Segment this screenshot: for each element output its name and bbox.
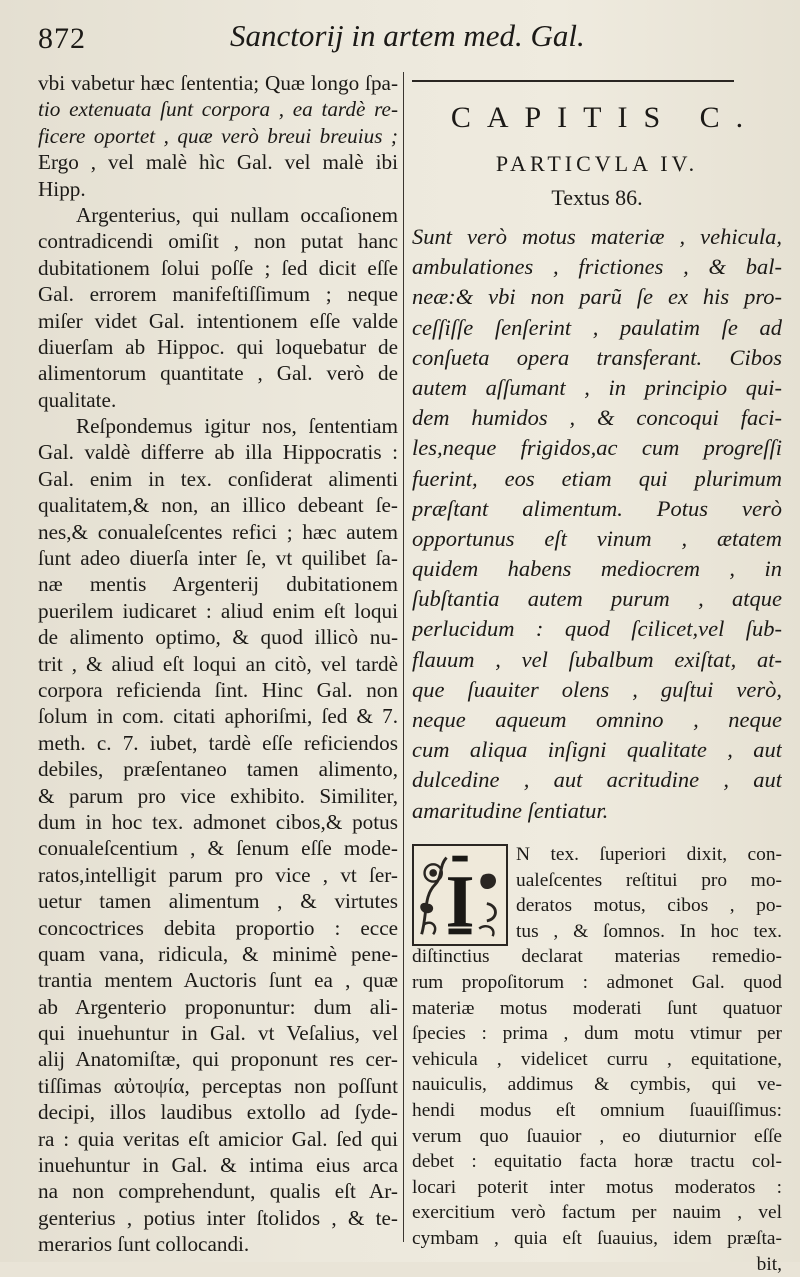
text-line: alimentorum quantitate , Gal. verò de — [38, 360, 398, 386]
quoted-text-line: perlucidum : quod ſcilicet,vel ſub- — [412, 614, 782, 644]
text-line: Argenterius, qui nullam occaſionem — [38, 202, 398, 228]
text-line: diuerſam ab Hippoc. qui loquebatur de — [38, 334, 398, 360]
text-line: meth. c. 7. iubet, tardè eſſe reficiendos — [38, 730, 398, 756]
quoted-text-line: fuerint, eos etiam qui plurimum — [412, 464, 782, 494]
quoted-text-line: ſubſtantia autem purum , atque — [412, 584, 782, 614]
commentary-line: locari poterit inter motus moderatos : — [412, 1175, 782, 1201]
text-line: næ mentis Argenterij dubitationem — [38, 571, 398, 597]
text-line: ſolum in com. citati aphoriſmi, ſed & 7. — [38, 703, 398, 729]
commentary-line: deratos motus, cibos , po- — [516, 893, 782, 919]
text-line: decipi, illos laudibus extollo ad ſyde- — [38, 1099, 398, 1125]
text-line: na non comprehendunt, qualis eſt Ar- — [38, 1178, 398, 1204]
quoted-text-line: cum aliqua inſigni qualitate , aut — [412, 735, 782, 765]
decorated-initial — [412, 844, 508, 946]
quoted-text-line: ceſſiſſe ſenſerint , paulatim ſe ad — [412, 313, 782, 343]
quoted-text-line: dulcedine , aut acritudine , aut — [412, 765, 782, 795]
text-line: tio extenuata ſunt corpora , ea tardè re- — [38, 96, 398, 122]
text-line: puerilem iudicaret : aliud enim eſt loqui — [38, 598, 398, 624]
text-line: Hipp. — [38, 176, 398, 202]
commentary-line: ualeſcentes reſtitui pro mo- — [516, 868, 782, 894]
text-line: corpora reficienda ſint. Hinc Gal. non — [38, 677, 398, 703]
header-rule — [412, 80, 734, 82]
quoted-text-line: flauum , vel ſubalbum exiſtat, at- — [412, 645, 782, 675]
quoted-text-line: Sunt verò motus materiæ , vehicula, — [412, 222, 782, 252]
text-line: ſunt adeo diuerſa inter ſe, vt quilibet ſa- — [38, 545, 398, 571]
text-line: quam vana, ridicula, & minimè pene- — [38, 941, 398, 967]
commentary-line: N tex. ſuperiori dixit, con- — [516, 842, 782, 868]
commentary-line: cymbam , quia eſt ſuauius, idem præſta- — [412, 1226, 782, 1252]
textus-title: Textus 86. — [412, 182, 782, 214]
text-line: de alimento optimo, & quod illicò nu- — [38, 624, 398, 650]
commentary-line: materiæ motus moderati ſunt quatuor — [412, 996, 782, 1022]
particle-title: PARTICVLA IV. — [412, 146, 782, 182]
column-divider — [403, 72, 404, 1242]
text-line: nes,& conualeſcentes refici ; hæc autem — [38, 519, 398, 545]
quoted-text-line: que ſuauiter olens , guſtui verò, — [412, 675, 782, 705]
text-line: uetur tamen alimentum , & virtutes — [38, 888, 398, 914]
text-line: inuehuntur in Gal. & intima eius arca — [38, 1152, 398, 1178]
quoted-text-line: autem aſſumant , in principio qui- — [412, 373, 782, 403]
commentary-line: diſtinctius declarat materias remedio- — [412, 944, 782, 970]
commentary-line: exercitium verò factum per nauim , vel — [412, 1200, 782, 1226]
initial-letter: I — [445, 861, 474, 944]
text-line: conualeſcentium , & ſenum eſſe mode- — [38, 835, 398, 861]
text-line: Gal. enim in tex. conſiderat alimenti — [38, 466, 398, 492]
text-line: ra : quia veritas eſt amicior Gal. ſed qui — [38, 1126, 398, 1152]
quoted-text-line: neæ:& vbi non parũ ſe ex his pro- — [412, 282, 782, 312]
commentary-line: bit, — [412, 1252, 782, 1277]
quoted-text-line: præſtant alimentum. Potus verò — [412, 494, 782, 524]
text-line: miſer videt Gal. intentionem eſſe valde — [38, 308, 398, 334]
commentary-block — [412, 842, 782, 1277]
text-line: Reſpondemus igitur nos, ſententiam — [38, 413, 398, 439]
quoted-text-line: les,neque frigidos,ac cum progreſſi — [412, 433, 782, 463]
quoted-text-line: quidem habens mediocrem , in — [412, 554, 782, 584]
text-line: trantia mentem Auctoris ſunt ea , quæ — [38, 967, 398, 993]
text-line: ab Argenterio proponuntur: dum ali- — [38, 994, 398, 1020]
text-line: merarios ſunt collocandi. — [38, 1231, 398, 1257]
commentary-line: tus , & ſomnos. In hoc tex. — [516, 919, 782, 945]
text-line: dubitationem ſolui poſſe ; ſed dicit eſſe — [38, 255, 398, 281]
text-line: concoctrices debita proportio : ecce — [38, 915, 398, 941]
text-line: qui inuehuntur in Gal. vt Veſalius, vel — [38, 1020, 398, 1046]
text-line: Ergo , vel malè hìc Gal. vel malè ibi — [38, 149, 398, 175]
quoted-text-line: opportunus eſt vinum , ætatem — [412, 524, 782, 554]
text-line: qualitatem,& non, an illico debeant ſe- — [38, 492, 398, 518]
quoted-text-line: neque aqueum omnino , neque — [412, 705, 782, 735]
text-line: qualitate. — [38, 387, 398, 413]
quoted-text-line: amaritudine ſentiatur. — [412, 796, 782, 826]
commentary-line: rum propoſitorum : admonet Gal. quod — [412, 970, 782, 996]
text-line: trit , & aliud eſt loqui an citò, vel tardè — [38, 651, 398, 677]
quoted-text-line: conſueta opera transferant. Cibos — [412, 343, 782, 373]
text-line: ratos,intelligit parum pro vice , vt ſer- — [38, 862, 398, 888]
quoted-text-block — [412, 222, 782, 826]
commentary-line: nauiculis, addimus & cymbis, qui ve- — [412, 1072, 782, 1098]
text-line: dum in hoc tex. admonet cibos,& potus — [38, 809, 398, 835]
commentary-line: debet : equitatio facta horæ tractu col- — [412, 1149, 782, 1175]
text-line: genterius , potius inter ſtolidos , & te- — [38, 1205, 398, 1231]
text-line: & parum pro vice exhibito. Similiter, — [38, 783, 398, 809]
text-line: tiſſimas αὐτοψία, perceptas non poſſunt — [38, 1073, 398, 1099]
quoted-text-line: ambulationes , frictiones , & bal- — [412, 252, 782, 282]
text-line: vbi vabetur hæc ſententia; Quæ longo ſpa- — [38, 70, 398, 96]
commentary-line: vehicula , videlicet curru , equitatione, — [412, 1047, 782, 1073]
quoted-text-line: dem humidos , & concoqui faci- — [412, 403, 782, 433]
text-line: Gal. errorem manifeſtiſſimum ; neque — [38, 281, 398, 307]
text-line: alij Anatomiſtæ, qui proponunt res cer- — [38, 1046, 398, 1072]
right-column — [412, 96, 782, 826]
text-line: Gal. valdè differre ab illa Hippocratis : — [38, 439, 398, 465]
page-number: 872 — [38, 22, 86, 56]
running-head: Sanctorij in artem med. Gal. — [230, 18, 585, 54]
ornamental-initial-i-icon — [414, 846, 506, 944]
left-column — [38, 70, 398, 1258]
commentary-line: ſpecies : prima , dum motu vtimur per — [412, 1021, 782, 1047]
text-line: contradicendi omiſit , non putat hanc — [38, 228, 398, 254]
text-line: debiles, præſentaneo tamen alimento, — [38, 756, 398, 782]
chapter-title: CAPITIS C. — [428, 96, 782, 140]
commentary-line: verum quo ſuauior , eo diuturnior eſſe — [412, 1124, 782, 1150]
text-line: ficere oportet , quæ verò breui breuius ; — [38, 123, 398, 149]
commentary-line: hendi modus eſt omnium ſuauiſſimus: — [412, 1098, 782, 1124]
